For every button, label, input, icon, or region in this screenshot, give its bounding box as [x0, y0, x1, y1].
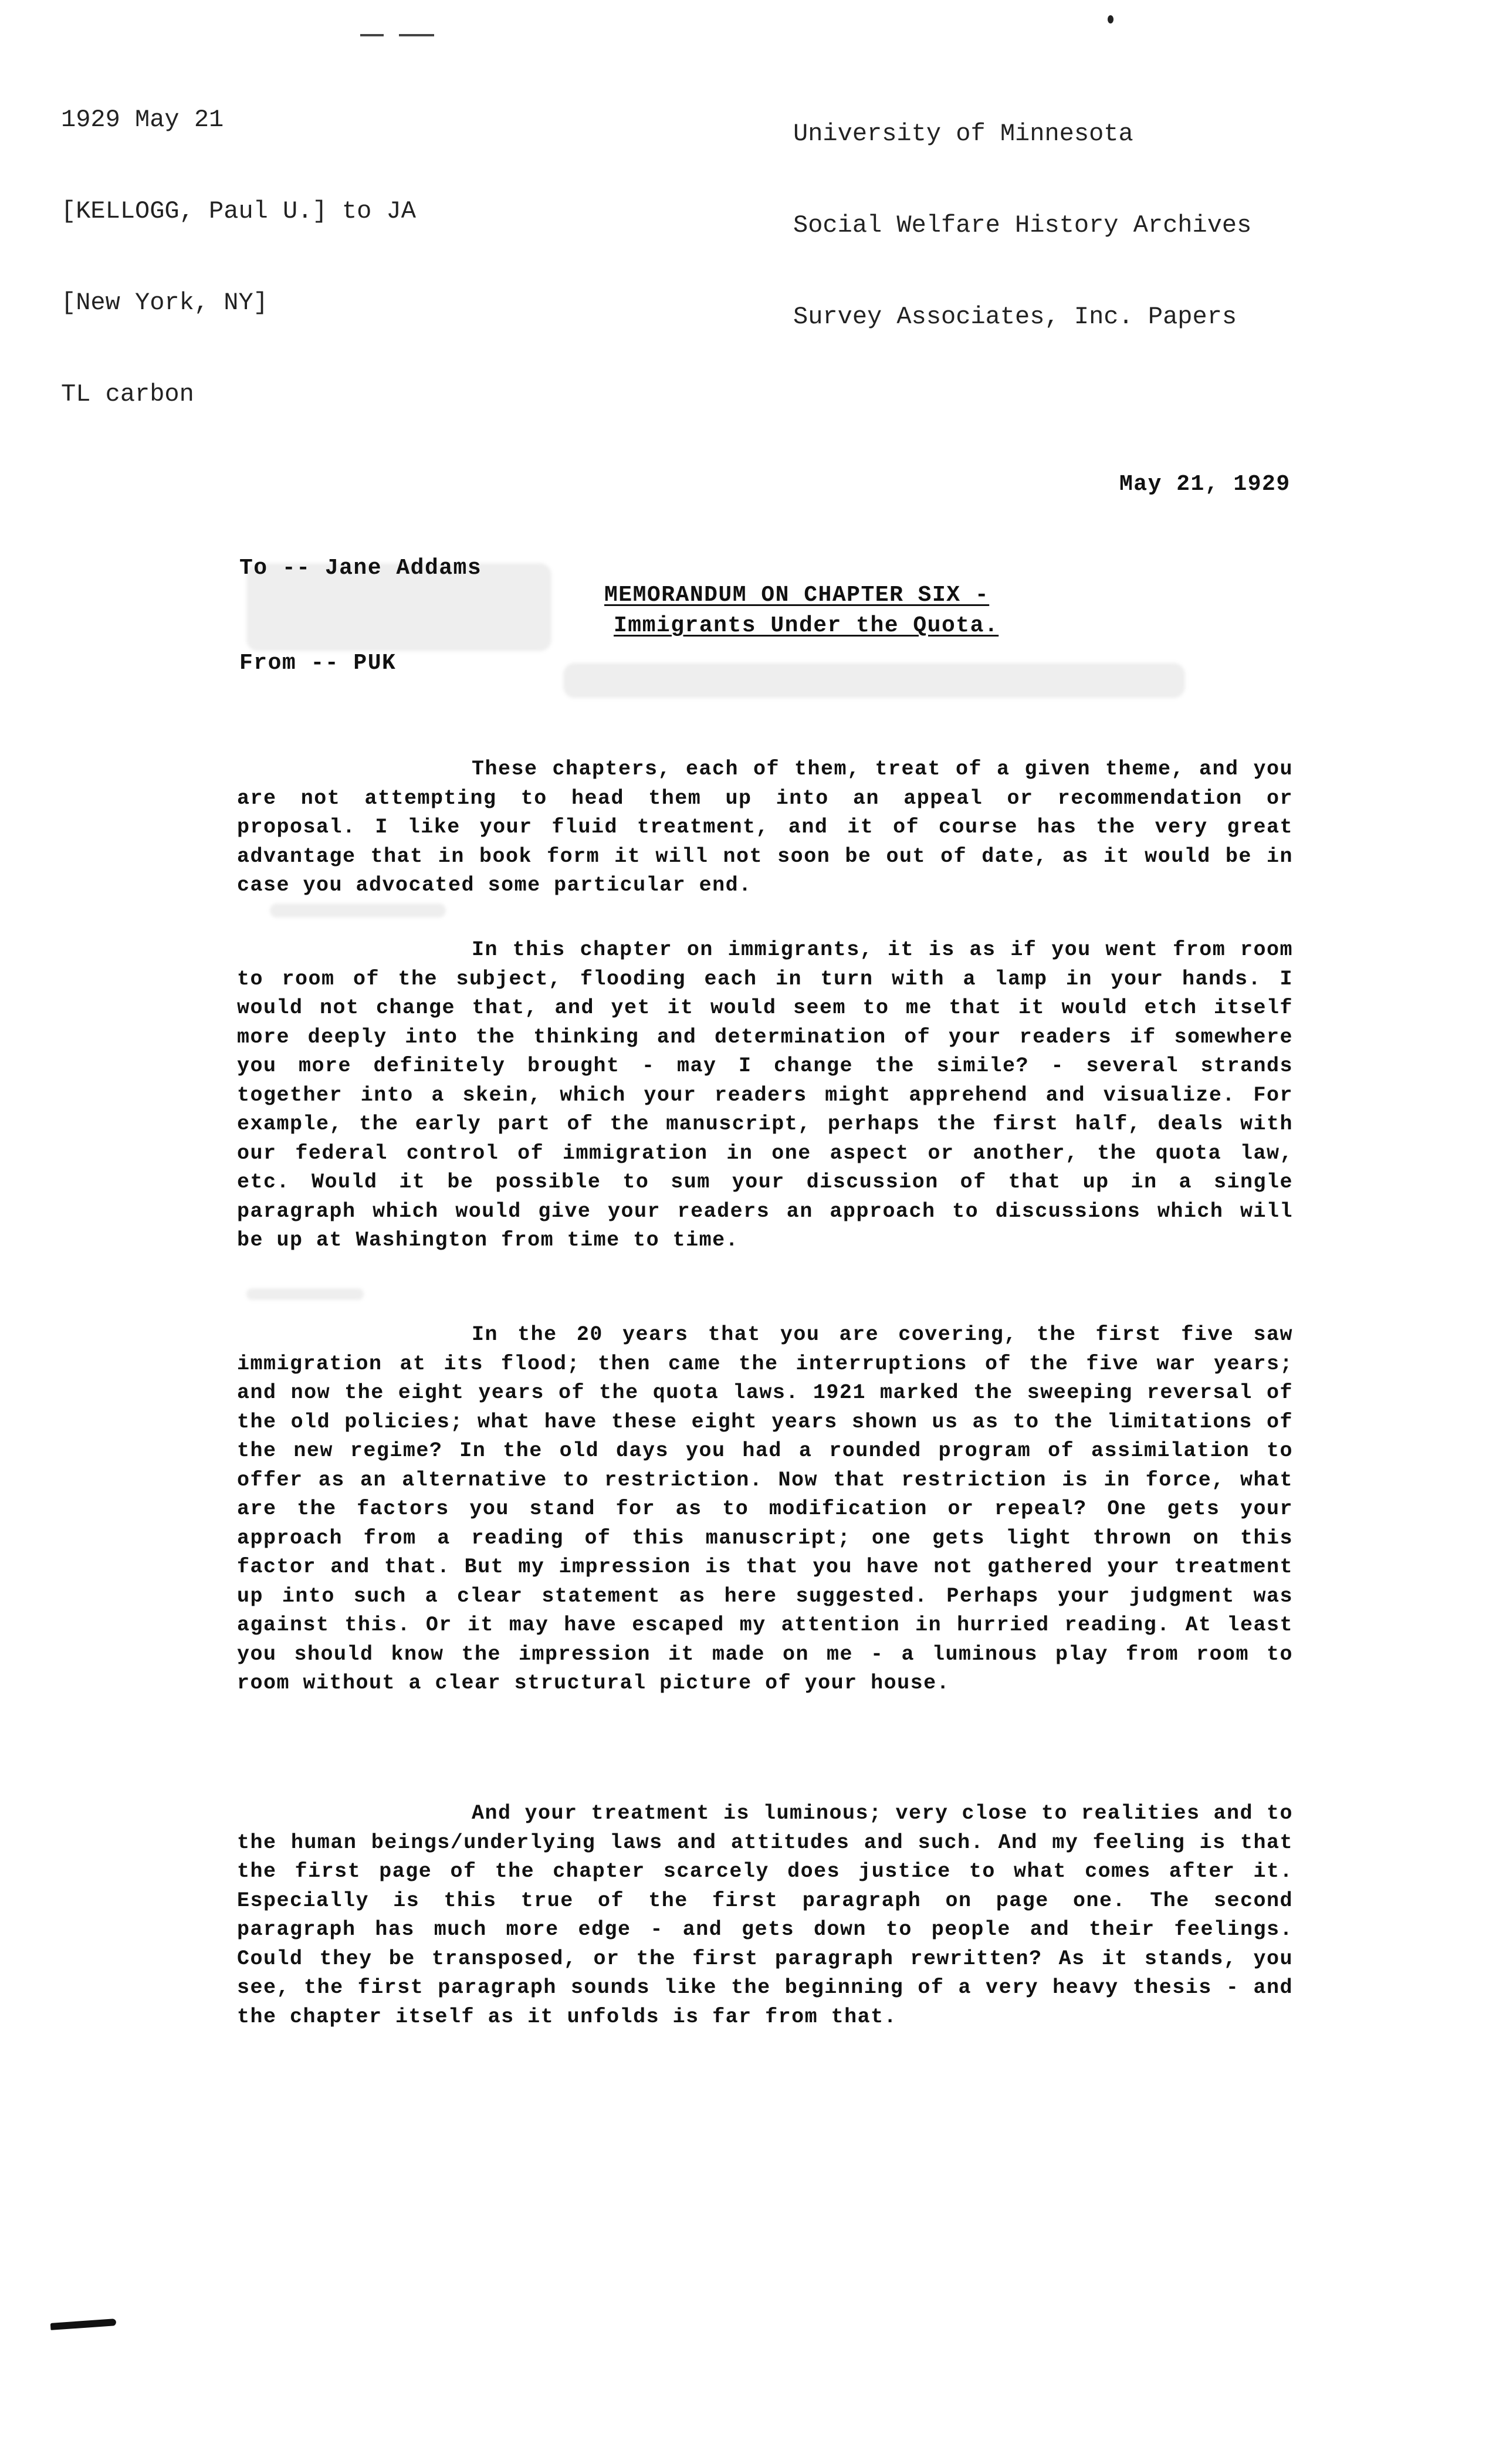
archive-source [793, 57, 1251, 393]
memo-paragraph-3: In the 20 years that you are covering, the first five saw immigration at its flood; then came the interruptions of the five war years; and now the eight years of the quota laws. 1921 marked the sweeping reversal of the old policies; what have these eight years shown us as to the limitations of the new regime? In the old days you had a rounded program of assimilation to offer as an alternative to restriction. Now that restriction is in force, what are the factors you stand for as to modification or repeal? One gets your approach from a reading of this manuscript; one gets light thrown on this factor and that. But my impression is that you have not gathered your treatment up into such a clear statement as here suggested. Perhaps your judgment was against this. Or it may have escaped my attention in hurried reading. At least you should know the impression it made on me - a luminous play from room to room without a clear structural picture of your house. [237, 1323, 1293, 1695]
citation-correspondents: [KELLOGG, Paul U.] to JA [61, 197, 416, 225]
faded-offset-text [563, 663, 1185, 698]
citation-format: TL carbon [61, 380, 194, 408]
memo-addressing [239, 489, 482, 743]
citation-date: 1929 May 21 [61, 106, 224, 134]
source-collection: Survey Associates, Inc. Papers [793, 303, 1237, 331]
source-institution: University of Minnesota [793, 120, 1133, 148]
ink-dot [1108, 15, 1113, 23]
memo-paragraph-1: These chapters, each of them, treat of a given theme, and you are not attempting to head them up into an appeal or recommendation or proposal. I like your fluid treatment, and it of course has the very great advantage that in book form it will not soon be out of date, as it would be in case you advocated some particular end. [237, 757, 1293, 897]
memo-subtitle: Immigrants Under the Quota. [614, 613, 999, 638]
memo-paragraph-4: And your treatment is luminous; very close to realities and to the human beings/underlying laws and attitudes and such. And my feeling is that the first page of the chapter scarcely does justice to what comes after it. Especially is this true of the first paragraph on page one. The second paragraph has much more edge - and gets down to people and their feelings. Could they be transposed, or the first paragraph rewritten? As it stands, you see, the first paragraph sounds like the beginning of a very heavy thesis - and the chapter itself as it unfolds is far from that. [237, 1802, 1293, 2029]
memo-paragraph-2: In this chapter on immigrants, it is as if you went from room to room of the subject, flooding each in turn with a lamp in your hands. I would not change that, and yet it would seem to me that it would etch itself more deeply into the thinking and determination of your readers if somewhere you more definitely brought - may I change the simile? - several strands together into a skein, which your readers might apprehend and visualize. For example, the early part of the manuscript, perhaps the first half, deals with our federal control of immigration in one aspect or another, the quota law, etc. Would it be possible to sum your discussion of that up in a single paragraph which would give your readers an approach to discussions which will be up at Washington from time to time. [237, 938, 1293, 1252]
ink-stroke-mark [50, 2319, 117, 2330]
memo-from: From -- PUK [239, 651, 397, 676]
citation-place: [New York, NY] [61, 289, 268, 317]
pencil-dash [360, 34, 384, 36]
archive-citation [61, 43, 416, 471]
pencil-dash [399, 34, 434, 36]
memo-date: May 21, 1929 [1119, 472, 1291, 497]
source-archive: Social Welfare History Archives [793, 211, 1252, 239]
faded-offset-text [270, 903, 446, 918]
memo-title: MEMORANDUM ON CHAPTER SIX - [604, 583, 990, 608]
faded-offset-text [246, 1288, 364, 1300]
memo-to: To -- Jane Addams [239, 556, 482, 581]
